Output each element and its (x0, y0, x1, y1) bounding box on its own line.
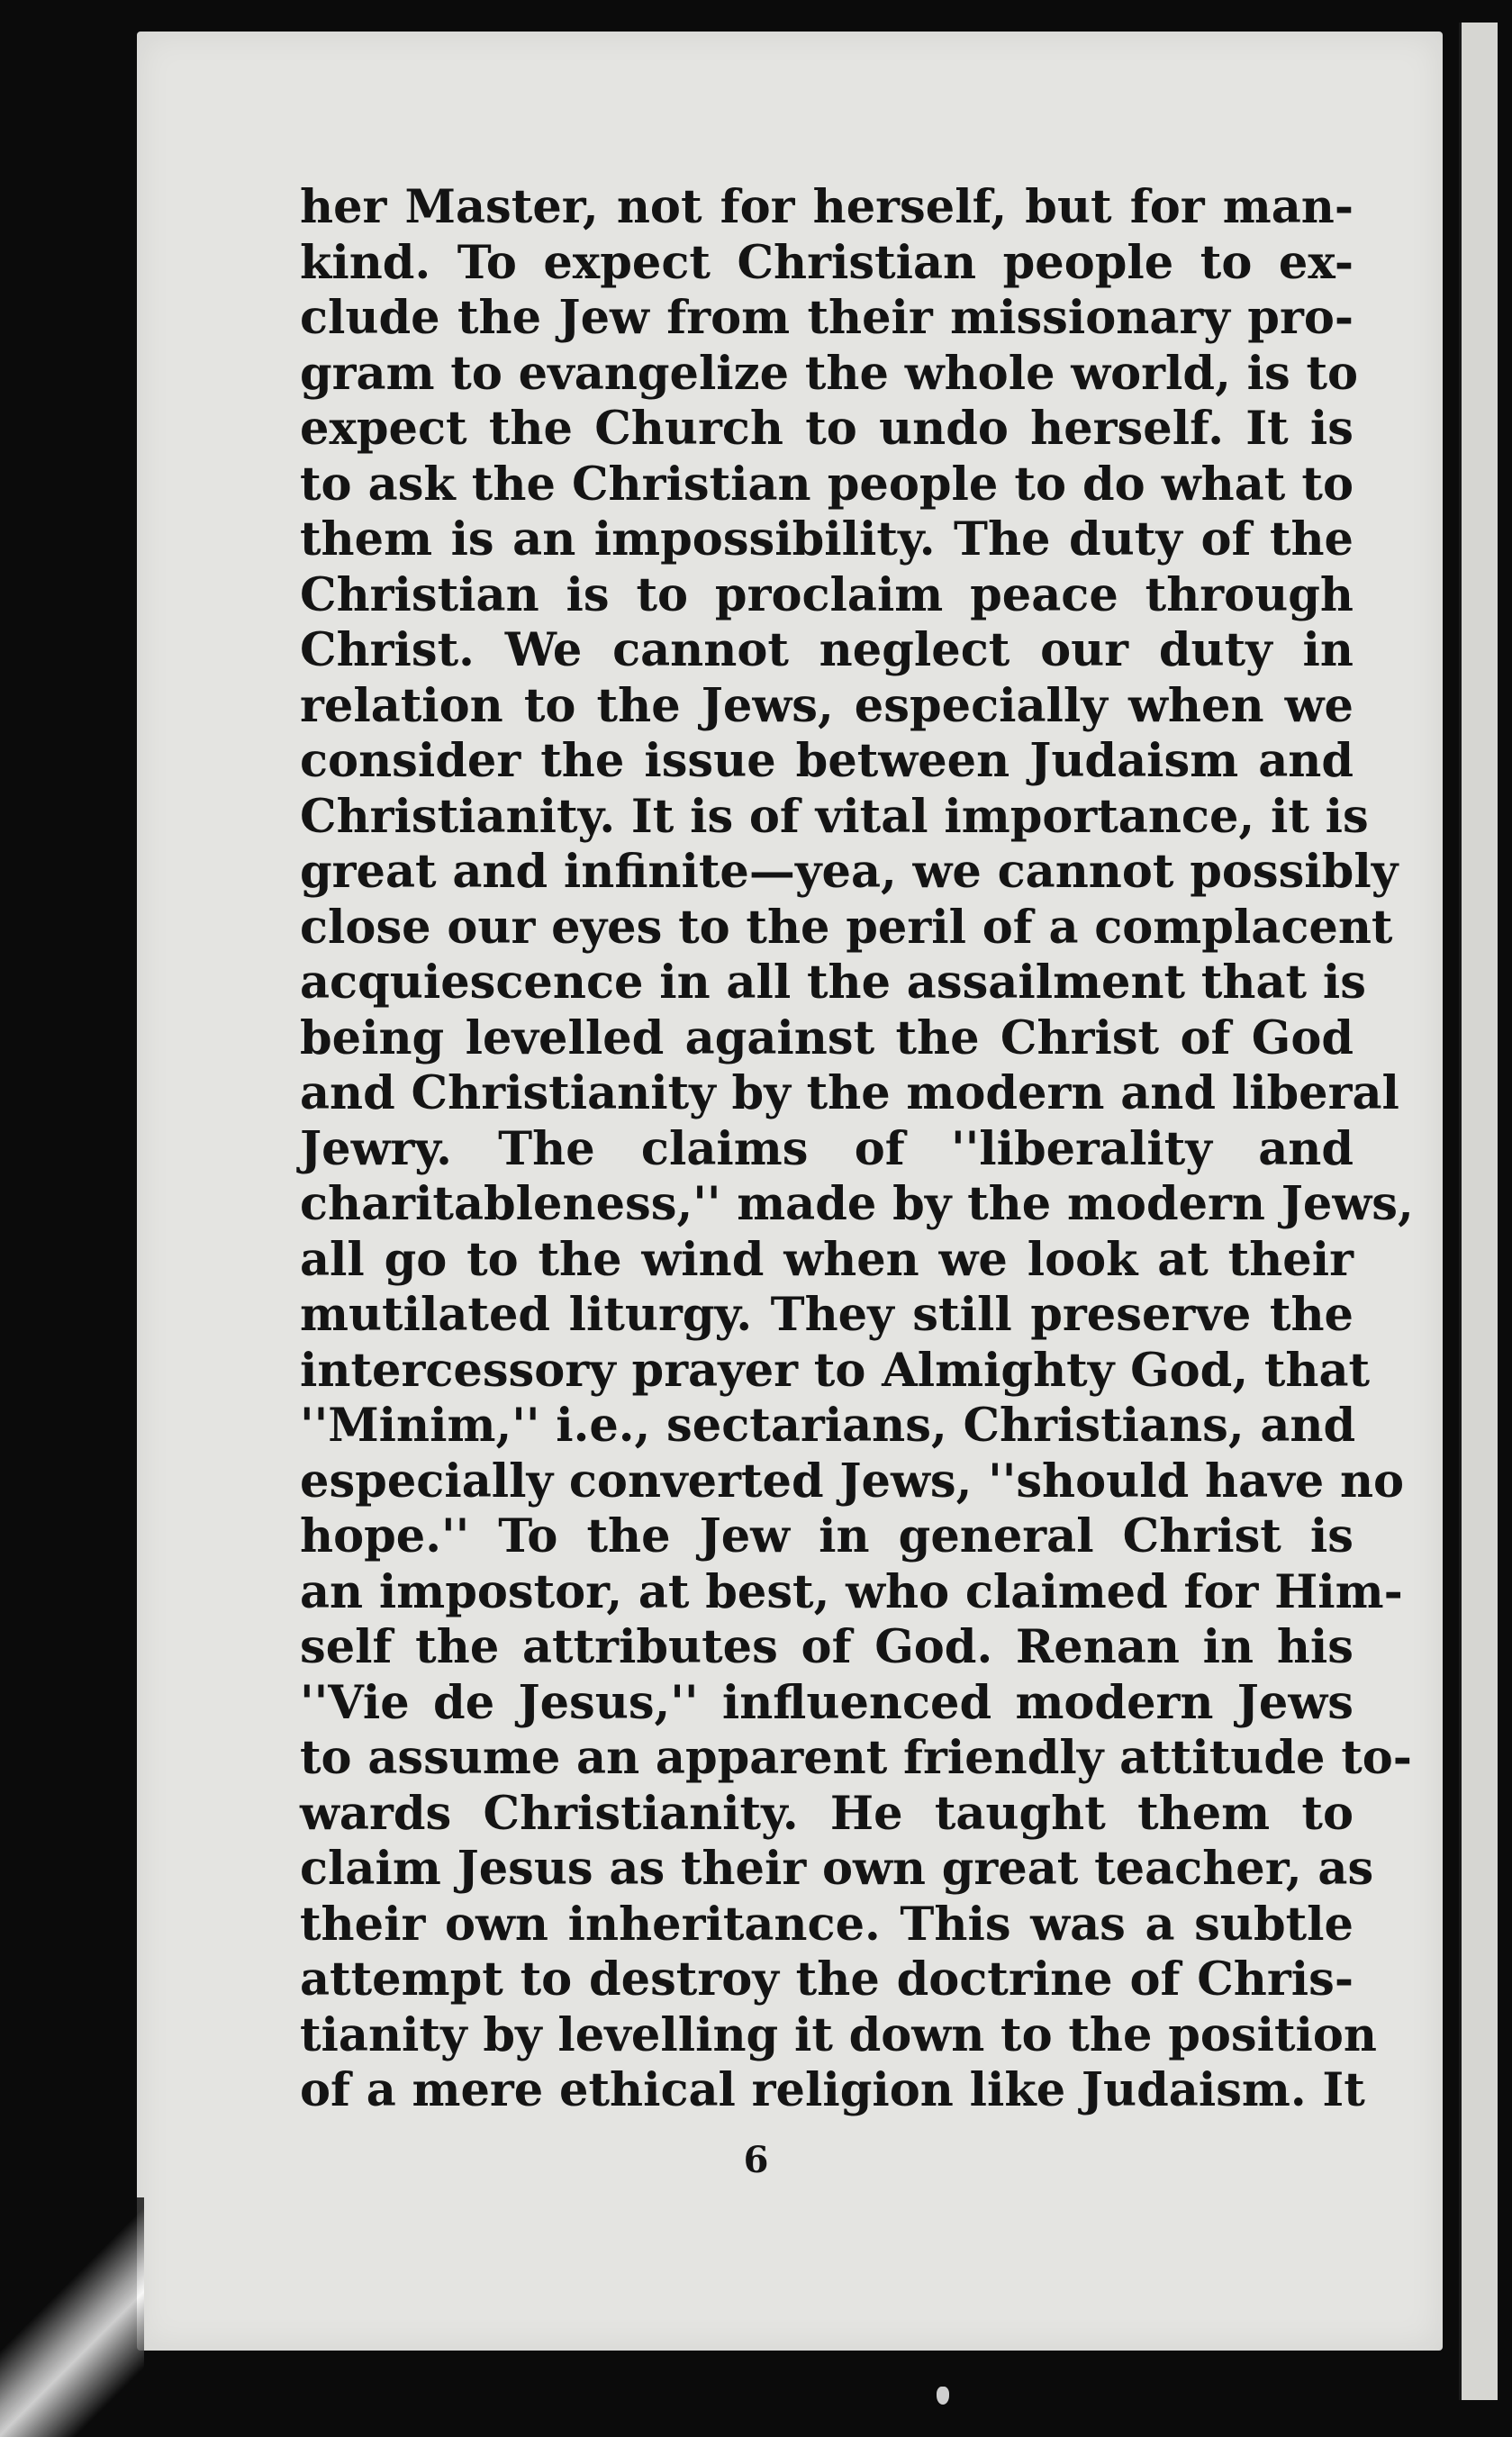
text-line-27: self the attributes of God. Renan in his (300, 1620, 1354, 1674)
adjacent-page-edge (1459, 23, 1498, 2400)
text-line-24: especially converted Jews, ''should have no (300, 1454, 1405, 1508)
text-line-17: and Christianity by the modern and liberal (300, 1066, 1399, 1120)
text-line-33: attempt to destroy the doctrine of Chris- (300, 1952, 1354, 2007)
scan-glare (0, 2197, 144, 2437)
text-line-15: acquiescence in all the assailment that is (300, 956, 1366, 1010)
scan-speck (937, 2387, 949, 2405)
text-line-22: intercessory prayer to Almighty God, that (300, 1343, 1371, 1398)
text-line-25: hope.'' To the Jew in general Christ is (300, 1509, 1354, 1563)
text-line-35: of a mere ethical religion like Judaism. It (300, 2063, 1365, 2117)
text-line-32: their own inheritance. This was a subtle (300, 1897, 1354, 1952)
text-line-13: great and infinite—yea, we cannot possibly (300, 845, 1399, 899)
text-line-20: all go to the wind when we look at their (300, 1232, 1354, 1287)
text-line-12: Christianity. It is of vital importance, it is (300, 789, 1369, 844)
text-line-11: consider the issue between Judaism and (300, 734, 1354, 788)
text-line-7: them is an impossibility. The duty of the (300, 512, 1354, 566)
text-line-26: an impostor, at best, who claimed for Him- (300, 1564, 1403, 1619)
text-line-28: ''Vie de Jesus,'' influenced modern Jews (300, 1675, 1354, 1730)
text-line-8: Christian is to proclaim peace through (300, 567, 1354, 622)
page-number: 6 (743, 2139, 769, 2181)
text-line-18: Jewry. The claims of ''liberality and (300, 1121, 1354, 1176)
text-line-3: clude the Jew from their missionary pro- (300, 291, 1354, 345)
text-line-9: Christ. We cannot neglect our duty in (300, 623, 1354, 677)
text-line-4: gram to evangelize the whole world, is to (300, 346, 1359, 401)
text-line-1: her Master, not for herself, but for man- (300, 180, 1354, 234)
text-line-30: wards Christianity. He taught them to (300, 1786, 1354, 1841)
text-line-29: to assume an apparent friendly attitude to- (300, 1731, 1412, 1785)
text-line-14: close our eyes to the peril of a complacent (300, 900, 1393, 955)
text-line-23: ''Minim,'' i.e., sectarians, Christians, and (300, 1399, 1356, 1453)
text-line-21: mutilated liturgy. They still preserve the (300, 1288, 1354, 1342)
text-line-2: kind. To expect Christian people to ex- (300, 235, 1354, 290)
text-line-31: claim Jesus as their own great teacher, as (300, 1842, 1374, 1896)
text-line-16: being levelled against the Christ of God (300, 1010, 1354, 1065)
text-line-10: relation to the Jews, especially when we (300, 678, 1354, 733)
text-line-5: expect the Church to undo herself. It is (300, 402, 1354, 456)
text-line-34: tianity by levelling it down to the position (300, 2007, 1378, 2062)
body-text (300, 180, 1414, 2119)
text-line-19: charitableness,'' made by the modern Jews, (300, 1177, 1414, 1231)
text-line-6: to ask the Christian people to do what to (300, 457, 1354, 512)
